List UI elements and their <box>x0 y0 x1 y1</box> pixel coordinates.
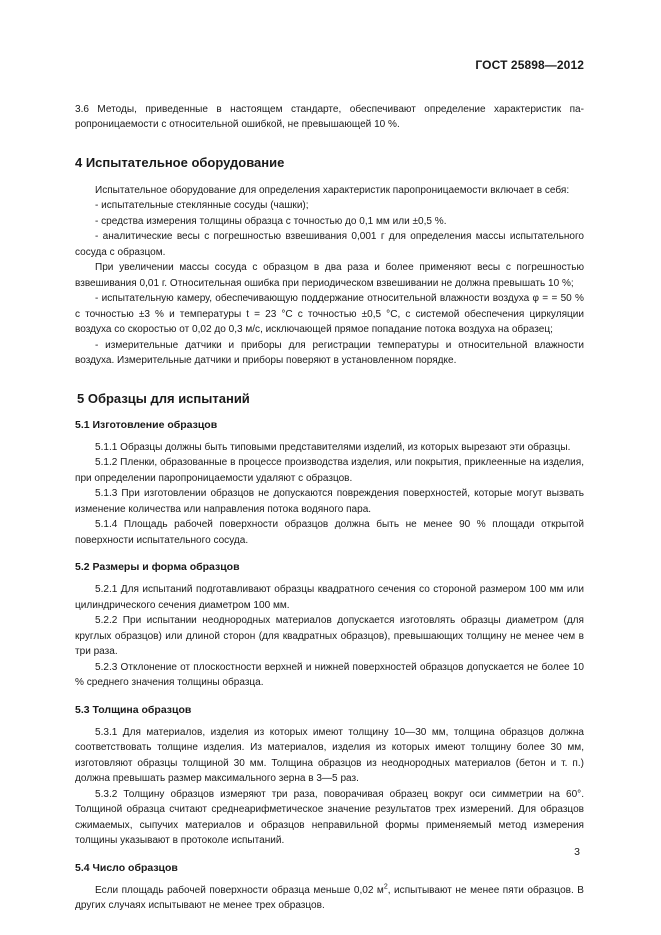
paragraph-5-3-2: 5.3.2 Толщину образцов измеряют три раза, поворачивая образец вокруг оси симметрии на 60°. Толщиной образца считают среднеарифметическое значение результатов трех измерений. Для образцов сжимаемых, сыпучих материалов и образцов неправильной формы применяемый метод измерения толщины указывают в протоколе испытаний. <box>75 788 584 846</box>
subsection-5-4-heading: 5.4 Число образцов <box>75 861 178 874</box>
paragraph-3-6-text: 3.6 Методы, приведенные в настоящем стандарте, обеспечивают определение характеристик паропроницаемости с относительной ошибкой, не превышающей 10 %. <box>75 103 584 130</box>
page-content <box>75 86 584 914</box>
section-4-list-item-3: - аналитические весы с погрешностью взвешивания 0,001 г для определения массы испытательного сосуда с образцом. <box>75 231 584 258</box>
subsection-5-2-heading: 5.2 Размеры и форма образцов <box>75 561 240 573</box>
section-4-paragraph-2: При увеличении массы сосуда с образцом в два раза и более применяют весы с погрешностью взвешивания 0,01 г. Относительная ошибка при периодическом взвешивании не должна превышать 10 %; <box>75 262 584 289</box>
paragraph-5-2-1: 5.2.1 Для испытаний подготавливают образцы квадратного сечения со стороной размером 100 мм или цилиндрического сечения диаметром 100 мм. <box>75 584 584 611</box>
paragraph-3-6 <box>75 86 584 133</box>
paragraph-5-2-2: 5.2.2 При испытании неоднородных материалов допускается изготовлять образцы диаметром (для круглых образцов) или длиной сторон (для квадратных образцов), превышающих толщину не менее чем в три раза. <box>75 615 584 657</box>
section-4-list-item-4: - испытательную камеру, обеспечивающую поддержание относительной влажности воздуха φ = = 50 % с точностью ±3 % и температуры t = 23 °С с точностью ±0,5 °С, с системой обеспечения циркуляции воздуха со скоростью от 0,02 до 0,3 м/с, исключающей прямое попадание потока воздуха на образец; <box>75 293 584 335</box>
section-4-list-item-5: - измерительные датчики и приборы для регистрации температуры и относительной влажности воздуха. Измерительные датчики и приборы поверяют в установленном порядке. <box>75 339 584 366</box>
superscript-2: 2 <box>383 883 388 891</box>
paragraph-5-4-part-1: Если площадь рабочей поверхности образца меньше 0,02 м <box>95 884 384 896</box>
paragraph-5-4 <box>75 883 584 914</box>
paragraph-5-1-2: 5.1.2 Пленки, образованные в процессе производства изделия, или покрытия, приклеенные на изделия, при определении паропроницаемости удаляют с образцов. <box>75 457 584 484</box>
page-number: 3 <box>574 846 580 858</box>
paragraph-5-4-part-2: , испытывают не менее пяти образцов. В других случаях испытывают не менее трех образцов. <box>75 884 585 911</box>
paragraph-5-1-4: 5.1.4 Площадь рабочей поверхности образцов должна быть не менее 90 % площади открытой поверхности испытательного сосуда. <box>75 519 584 546</box>
standard-code: ГОСТ 25898—2012 <box>475 58 584 72</box>
paragraph-5-1-1: 5.1.1 Образцы должны быть типовыми представителями изделий, из которых вырезают эти образцы. <box>95 441 571 453</box>
subsection-5-3-heading: 5.3 Толщина образцов <box>75 703 192 716</box>
section-4-list-item-1: - испытательные стеклянные сосуды (чашки); <box>95 200 309 211</box>
subsection-5-1-heading: 5.1 Изготовление образцов <box>75 418 218 431</box>
paragraph-5-2-3: 5.2.3 Отклонение от плоскостности верхней и нижней поверхностей образцов допускается не более 10 % среднего значения толщины образца. <box>75 661 584 688</box>
section-5-heading: 5 Образцы для испытаний <box>77 390 250 406</box>
section-4-heading: 4 Испытательное оборудование <box>75 154 285 170</box>
paragraph-5-3-1: 5.3.1 Для материалов, изделия из которых имеют толщину 10—30 мм, толщина образцов должна соответствовать толщине изделия. Из материалов, изделия из которых имеют толщину более 30 мм, изготовляют образцы толщиной 30 мм. Толщина образцов из неоднородных материалов (бетон и т. п.) должна превышать размер максимального зерна в 3—5 раз. <box>75 726 584 784</box>
paragraph-5-1-3: 5.1.3 При изготовлении образцов не допускаются повреждения поверхностей, которые могут вызвать изменение количества или направления потока водяного пара. <box>75 488 584 515</box>
section-4-intro: Испытательное оборудование для определения характеристик паропроницаемости включает в себя: <box>95 184 570 196</box>
section-4-list-item-2: - средства измерения толщины образца с точностью до 0,1 мм или ±0,5 %. <box>95 215 447 227</box>
